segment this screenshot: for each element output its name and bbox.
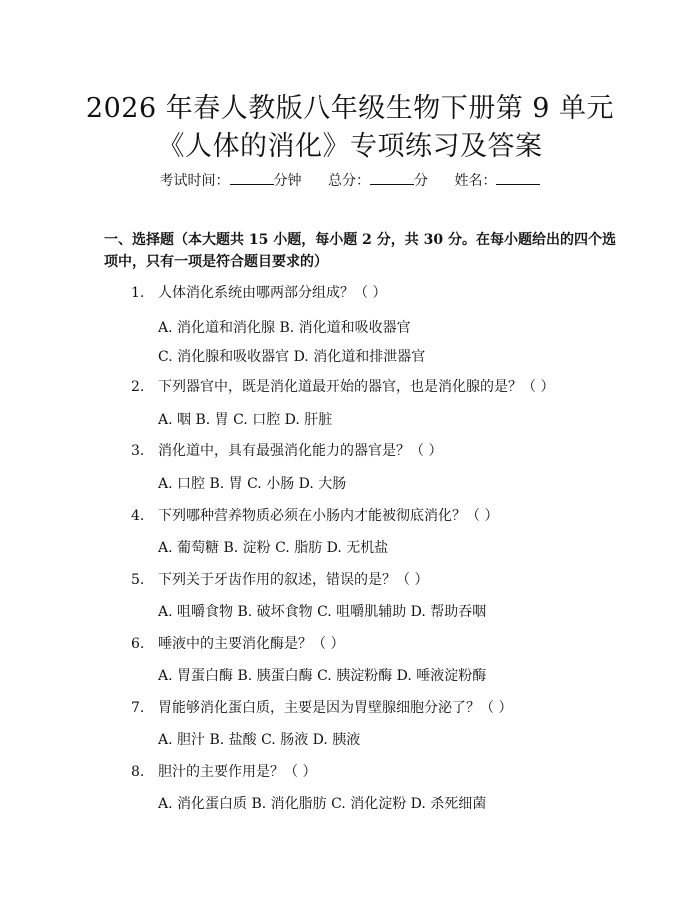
score-label: 总分：: [328, 173, 370, 189]
score-blank[interactable]: [370, 172, 414, 185]
question-number: 4.: [131, 508, 145, 524]
question-8-options: A. 消化蛋白质 B. 消化脂肪 C. 消化淀粉 D. 杀死细菌: [158, 796, 487, 812]
time-label: 考试时间：: [159, 173, 230, 189]
question-5-options: A. 咀嚼食物 B. 破坏食物 C. 咀嚼肌辅助 D. 帮助吞咽: [158, 604, 487, 620]
name-blank[interactable]: [496, 172, 540, 185]
question-1-options-row1: A. 消化道和消化腺 B. 消化道和吸收器官: [158, 320, 411, 336]
question-3: [131, 440, 442, 460]
question-4-options: A. 葡萄糖 B. 淀粉 C. 脂肪 D. 无机盐: [158, 540, 389, 556]
question-number: 5.: [131, 572, 145, 588]
question-number: 2.: [131, 379, 145, 395]
question-8: [131, 761, 316, 781]
question-7: [131, 697, 512, 717]
document-title-line1: 2026 年春人教版八年级生物下册第 9 单元: [85, 93, 615, 124]
question-4: [131, 505, 498, 525]
question-text: 唾液中的主要消化酶是？（ ）: [158, 636, 345, 652]
question-number: 6.: [131, 636, 145, 652]
question-7-options: A. 胆汁 B. 盐酸 C. 肠液 D. 胰液: [158, 732, 361, 748]
question-text: 消化道中，具有最强消化能力的器官是？（ ）: [158, 443, 443, 459]
question-number: 3.: [131, 443, 145, 459]
question-number: 8.: [131, 764, 145, 780]
question-text: 胃能够消化蛋白质，主要是因为胃壁腺细胞分泌了？（ ）: [158, 700, 513, 716]
question-6: [131, 633, 344, 653]
question-6-options: A. 胃蛋白酶 B. 胰蛋白酶 C. 胰淀粉酶 D. 唾液淀粉酶: [158, 668, 487, 684]
question-text: 下列关于牙齿作用的叙述，错误的是？（ ）: [158, 572, 429, 588]
section-heading: 一、选择题（本大题共 15 小题，每小题 2 分，共 30 分。在每小题给出的四个选项中，只有一项是符合题目要求的）: [104, 232, 616, 270]
time-blank[interactable]: [230, 172, 274, 185]
question-text: 下列哪种营养物质必须在小肠内才能被彻底消化？（ ）: [158, 508, 499, 524]
question-3-options: A. 口腔 B. 胃 C. 小肠 D. 大肠: [158, 476, 347, 492]
question-5: [131, 569, 428, 589]
document-title-line2: 《人体的消化》专项练习及答案: [157, 131, 543, 162]
question-text: 下列器官中，既是消化道最开始的器官，也是消化腺的是？（ ）: [158, 379, 555, 395]
question-2-options: A. 咽 B. 胃 C. 口腔 D. 肝脏: [158, 412, 333, 428]
question-1-options-row2: C. 消化腺和吸收器官 D. 消化道和排泄器官: [158, 349, 426, 365]
exam-info-line: [0, 170, 700, 190]
time-unit: 分钟: [273, 173, 302, 189]
question-number: 7.: [131, 700, 145, 716]
question-number: 1.: [131, 285, 145, 301]
score-unit: 分: [414, 173, 428, 189]
question-1: [131, 282, 386, 302]
question-text: 胆汁的主要作用是？（ ）: [158, 764, 317, 780]
name-label: 姓名：: [454, 173, 497, 189]
question-2: [131, 376, 554, 396]
question-text: 人体消化系统由哪两部分组成？（ ）: [158, 285, 387, 301]
